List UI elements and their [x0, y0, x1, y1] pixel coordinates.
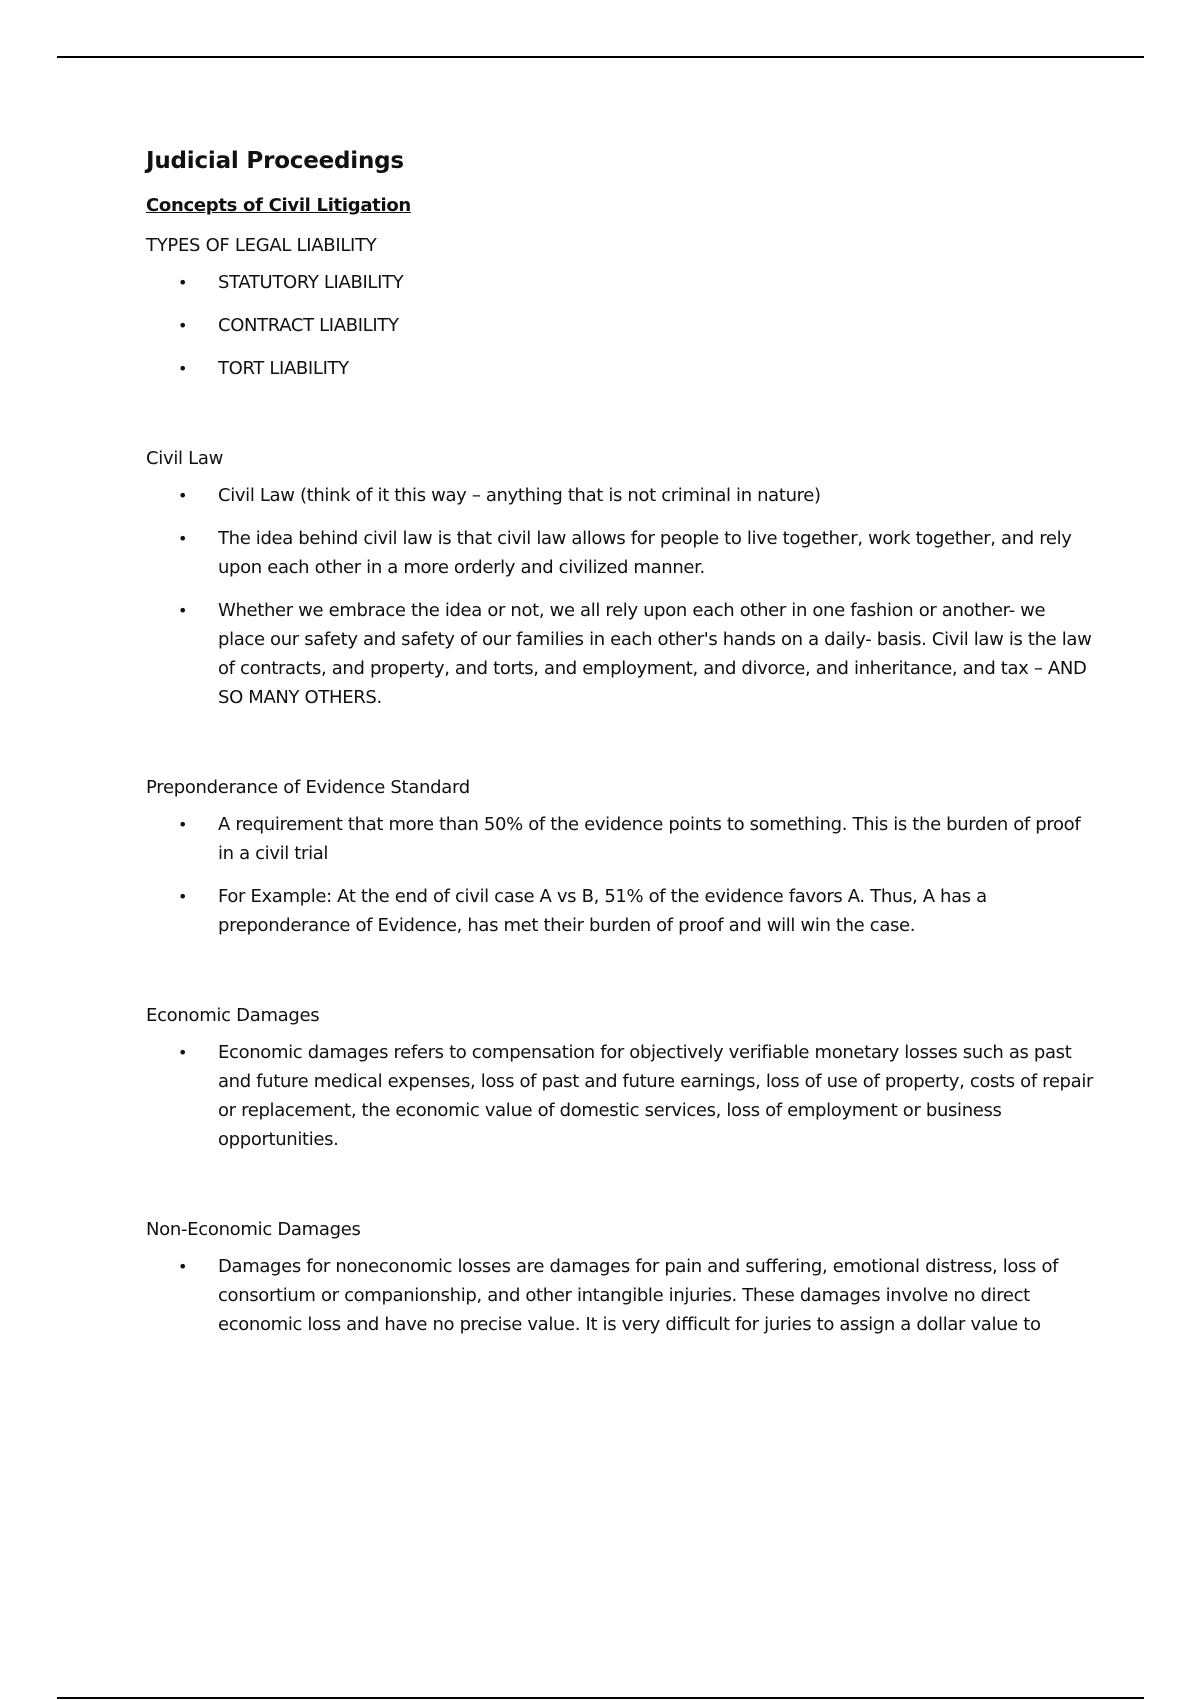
- bullet-list: [146, 810, 1096, 940]
- bullet-icon: •: [178, 359, 188, 378]
- bullet-list: [146, 1252, 1096, 1339]
- list-item: • Whether we embrace the idea or not, we all rely upon each other in one fashion or another- we place our safety and safety of our families in each other's hands on a daily- basis. Civil law is the law of contracts, and property, and torts, and employment, and divorce, and inheritance, and tax – AND SO MANY OTHERS.: [146, 596, 1096, 712]
- footer-rule: [57, 1697, 1144, 1699]
- bullet-icon: •: [178, 815, 188, 834]
- document-subtitle: Concepts of Civil Litigation: [146, 195, 411, 216]
- list-item: • Damages for noneconomic losses are damages for pain and suffering, emotional distress, loss of consortium or companionship, and other intangible injuries. These damages involve no direct economic loss and have no precise value. It is very difficult for juries to assign a dollar value to: [146, 1252, 1096, 1339]
- list-item: • For Example: At the end of civil case A vs B, 51% of the evidence favors A. Thus, A has a preponderance of Evidence, has met their burden of proof and will win the case.: [146, 882, 1096, 940]
- bullet-icon: •: [178, 601, 188, 620]
- list-item: • TORT LIABILITY: [146, 354, 1096, 383]
- section-label: Preponderance of Evidence Standard: [146, 777, 470, 798]
- bullet-icon: •: [178, 529, 188, 548]
- section-label: Economic Damages: [146, 1005, 320, 1026]
- bullet-list: [146, 268, 1096, 383]
- list-item: • Economic damages refers to compensation for objectively verifiable monetary losses such as past and future medical expenses, loss of past and future earnings, loss of use of property, costs of repair or replacement, the economic value of domestic services, loss of employment or business opportunities.: [146, 1038, 1096, 1154]
- bullet-list: [146, 481, 1096, 712]
- section-non-economic-damages: [146, 1218, 1096, 1339]
- bullet-icon: •: [178, 273, 188, 292]
- list-item: • A requirement that more than 50% of the evidence points to something. This is the burden of proof in a civil trial: [146, 810, 1096, 868]
- section-civil-law: [146, 447, 1096, 712]
- list-item: • CONTRACT LIABILITY: [146, 311, 1096, 340]
- bullet-icon: •: [178, 887, 188, 906]
- bullet-list: [146, 1038, 1096, 1154]
- list-item: • The idea behind civil law is that civil law allows for people to live together, work together, and rely upon each other in a more orderly and civilized manner.: [146, 524, 1096, 582]
- document-title: Judicial Proceedings: [146, 148, 404, 174]
- list-item: • STATUTORY LIABILITY: [146, 268, 1096, 297]
- bullet-icon: •: [178, 1257, 188, 1276]
- section-label: TYPES OF LEGAL LIABILITY: [146, 235, 377, 256]
- section-economic-damages: [146, 1004, 1096, 1154]
- section-label: Non-Economic Damages: [146, 1219, 361, 1240]
- section-types-of-liability: [146, 234, 1096, 383]
- bullet-icon: •: [178, 316, 188, 335]
- section-preponderance: [146, 776, 1096, 940]
- section-label: Civil Law: [146, 448, 224, 469]
- bullet-icon: •: [178, 1043, 188, 1062]
- document-body: [146, 146, 1096, 1353]
- bullet-icon: •: [178, 486, 188, 505]
- header-rule: [57, 56, 1144, 58]
- list-item: • Civil Law (think of it this way – anything that is not criminal in nature): [146, 481, 1096, 510]
